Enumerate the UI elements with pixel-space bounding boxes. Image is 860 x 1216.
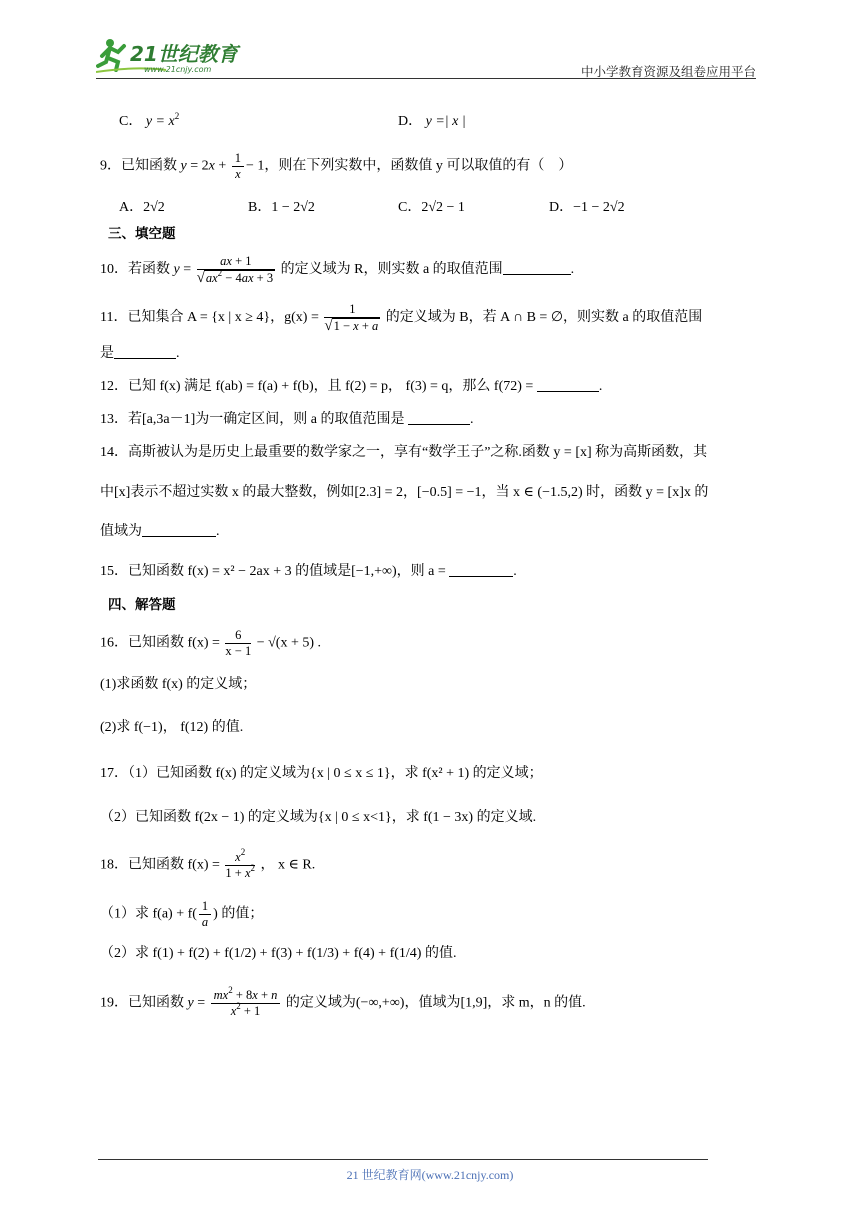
footer-divider — [98, 1159, 708, 1160]
q18-part2: （2）求 f(1) + f(2) + f(1/2) + f(3) + f(1/3) + f(4) + f(1/4) 的值. — [100, 946, 457, 961]
q10: 10．若函数 y = $\frac{ax + 1}{√ax^2 - 4ax + 3}$ 的定义域为 R，则实数 a 的取值范围 . — [100, 254, 575, 286]
q18-stem: 18．已知函数 f(x) = $\frac{x^2}{1 + x^2}$ ， x ∈ R. — [100, 847, 316, 880]
logo-brand-text: 21世纪教育 — [130, 42, 238, 66]
q15: 15．已知函数 f(x) = x² − 2ax + 3 的值域是[−1,+∞)，则 a = . — [100, 564, 517, 579]
q16-part2: (2)求 f(−1)， f(12) 的值. — [100, 720, 244, 735]
section-answer-heading: 四、解答题 — [108, 597, 176, 613]
q14-line1: 14．高斯被认为是历史上最重要的数学家之一，享有“数学王子”之称.函数 y = [x] 称为高斯函数，其 — [100, 445, 708, 460]
q13: 13．若[a,3a－1]为一确定区间，则 a 的取值范围是 . — [100, 412, 474, 427]
q9-stem: 9．已知函数 y = 2x + $\frac{1}{x}$ − 1，则在下列实数中，函数值 y 可以取值的有（ ） — [100, 151, 573, 181]
q18-part1: （1）求 f(a) + f( $\frac{1}{a}$ ) 的值； — [100, 899, 264, 929]
q9-option-a: A．2√2 — [119, 200, 165, 215]
q9-option-d: D．−1 − 2√2 — [549, 200, 625, 215]
q8-option-c: C． $y = x^2$ — [119, 111, 180, 129]
q11: 11．已知集合 A = {x | x ≥ 4}，g(x) = $\frac{1}{√1 - x + a}$ 的定义域为 B，若 A ∩ B = ∅，则实数 a 的取值范围 — [100, 302, 703, 334]
header-divider — [96, 78, 756, 79]
footer-text[interactable]: 21 世纪教育网(www.21cnjy.com) — [346, 1168, 514, 1182]
q11-line2: 是 . — [100, 346, 180, 361]
q14-line3: 值域为 . — [100, 524, 220, 539]
q17-part1: 17．（1）已知函数 f(x) 的定义域为{x | 0 ≤ x ≤ 1}，求 f(x² + 1) 的定义域； — [100, 766, 543, 781]
q16-stem: 16．已知函数 f(x) = $\frac{6}{x - 1}$ − √(x + 5) . — [100, 628, 322, 658]
q9-option-c: C．2√2 − 1 — [398, 200, 465, 215]
q14-line2: 中[x]表示不超过实数 x 的最大整数，例如[2.3] = 2，[−0.5] = −1，当 x ∈ (−1.5,2) 时，函数 y = [x]x 的 — [100, 485, 709, 500]
q8-option-d: D． y =| x | — [398, 114, 466, 129]
site-logo — [96, 36, 261, 76]
section-fill-blank-heading: 三、填空题 — [108, 226, 176, 242]
q17-part2: （2）已知函数 f(2x − 1) 的定义域为{x | 0 ≤ x<1}，求 f(1 − 3x) 的定义域. — [100, 810, 537, 825]
logo-url-text: www.21cnjy.com — [144, 65, 212, 74]
platform-name: 中小学教育资源及组卷应用平台 — [580, 64, 756, 79]
q12: 12．已知 f(x) 满足 f(ab) = f(a) + f(b)，且 f(2) = p， f(3) = q，那么 f(72) = . — [100, 379, 603, 394]
q16-part1: (1)求函数 f(x) 的定义域； — [100, 677, 257, 692]
q19: 19．已知函数 y = $\frac{mx^2 + 8x + n}{x^2 + 1}$ 的定义域为(−∞,+∞)，值域为[1,9]，求 m，n 的值. — [100, 985, 586, 1018]
q9-option-b: B．1 − 2√2 — [248, 200, 315, 215]
